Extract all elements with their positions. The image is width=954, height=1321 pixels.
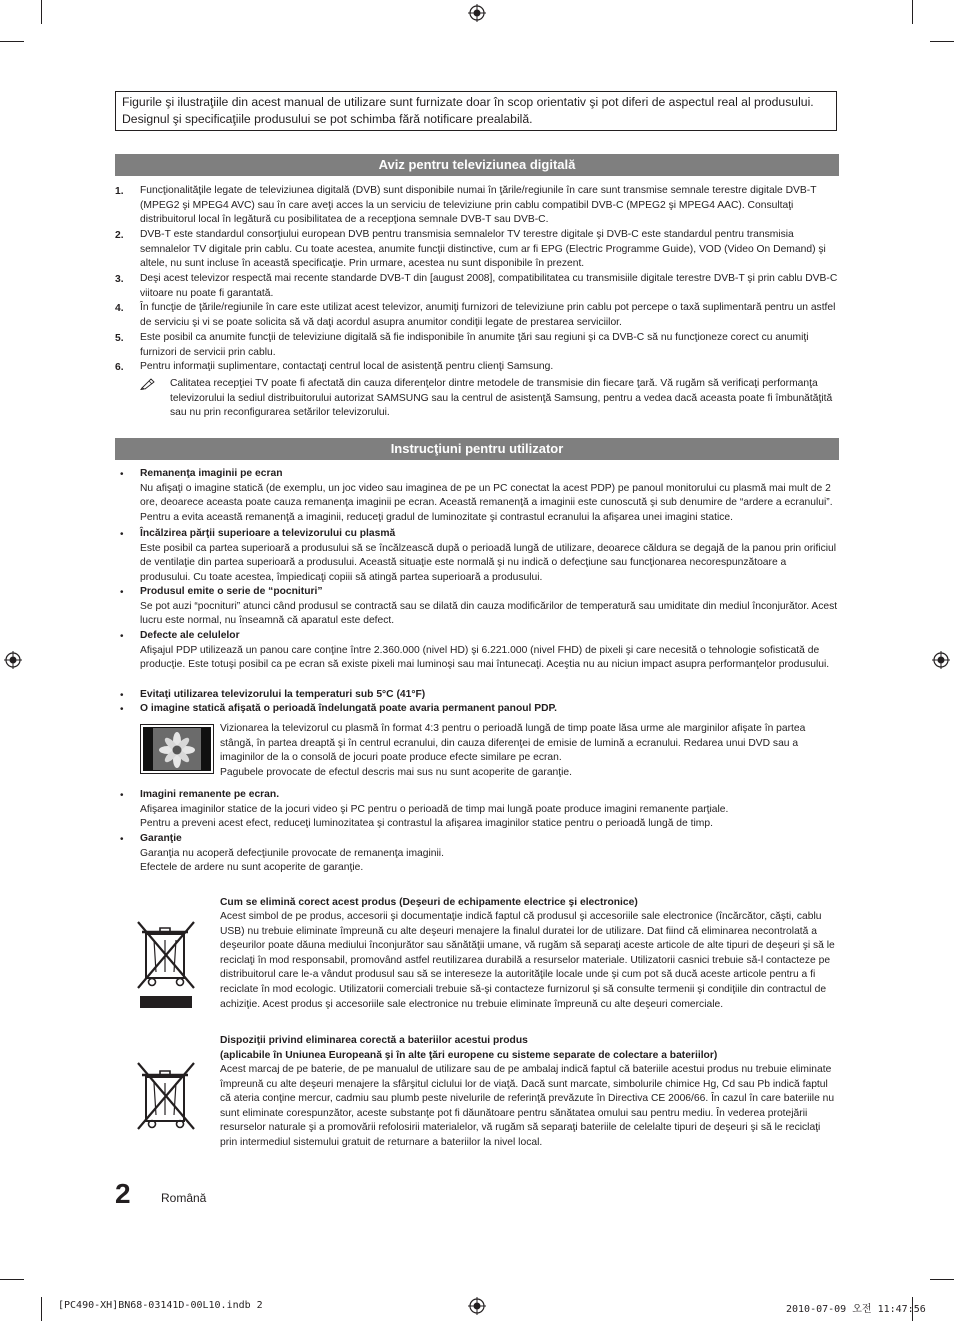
tv-4-3-image [140,724,214,774]
list-item: Garanţie Garanţia nu acoperă defecţiunile provocate de remanenţa imaginii. Efectele de ardere nu sunt acoperite de garanţie. [140,833,444,874]
crop-mark [912,0,913,24]
image-caption: Pagubele provocate de efectul descris mai sus nu sunt acoperite de garanţie. [220,767,573,778]
image-caption: Vizionarea la televizorul cu plasmă în format 4:3 pentru o perioadă lungă de timp poate lăsa urme ale marginilor afişate în partea stângă, în partea dreaptă şi în centrul ecranului, din cauza diferenţei de emisie de lumină a ecranului. Redarea unui DVD sau a imaginilor de la o consolă de jocuri poate produce efecte similare pe ecran. [220,723,806,764]
list-number: 2. [115,230,124,241]
weee-heading: Cum se elimină corect acest produs (Deşeuri de echipamente electrice şi electronice) [220,897,638,908]
section-title-digital-tv: Aviz pentru televiziunea digitală [115,154,839,176]
list-number: 1. [115,186,124,197]
list-number: 6. [115,362,124,373]
battery-heading: Dispoziţii privind eliminarea corectă a bateriilor acestui produs [220,1035,528,1046]
note-pencil-icon [140,377,156,390]
list-item: DVB-T este standardul consorţiului european DVB pentru transmisia semnalelor TV terestre digitale şi DVB-C este standardul pentru transmisia semnalelor TV digitale prin cablu. Cu toate acestea, anumite funcţii distinctive, cum ar fi EPG (Electric Programme Guide), VOD (Video On Demand) şi altele, nu sunt incluse în această specificaţie. Prin urmare, acestea nu sunt disponibile în prezent. [140,229,826,270]
list-number: 5. [115,333,124,344]
bullet: • [120,529,124,540]
list-item: Pentru informaţii suplimentare, contactaţi centrul local de asistenţă pentru clienţi Samsung. [140,361,554,372]
page-language: Română [161,1191,207,1205]
bullet: • [120,790,124,801]
list-item: Remanenţa imaginii pe ecran Nu afişaţi o imagine statică (de exemplu, un joc video sau imaginea de pe un PC conectat la acest PDP) pe panoul monitorului cu plasmă mai mult de 2 ore, deoarece aceasta poate cauza remanenţa imaginii pe ecran. Această remanenţă a imaginii este cunoscută şi sub denumire de “ardere a ecranului”. Pentru a evita această remanenţă a imaginii, reduceţi gradul de luminozitate şi contrastul ecranului la afişarea unei imagini statice. [140,468,833,523]
note-text: Calitatea recepţiei TV poate fi afectată din cauza diferenţelor dintre metodele de transmisie din fiecare ţară. Vă rugăm să verificaţi performanţa televizorului la sediul distribuitorului autorizat SAMSUNG sau la centrul de asistenţă Samsung, pentru a vedea dacă aceasta poate fi îmbunătăţită sau nu prin reconfigurarea setărilor televizorului. [170,378,833,419]
list-item: Defecte ale celulelor Afişajul PDP utilizează un panou care conţine între 2.360.000 (nivel HD) şi 6.221.000 (nivel FHD) de pixeli şi care necesită o tehnologie sofisticată de producţie. Este totuşi posibil ca pe ecran să existe pixeli mai luminoşi sau mai întunecaţi. Aceştia nu au niciun impact asupra performanţelor produsului. [140,630,830,671]
registration-mark-icon [468,1297,486,1315]
crop-mark [41,1297,42,1321]
crossed-bin-icon [134,912,198,1012]
registration-mark-icon [4,651,22,669]
list-number: 4. [115,303,124,314]
disclaimer-box [115,91,837,131]
registration-mark-icon [468,4,486,22]
list-item: Produsul emite o serie de “pocnituri” Se pot auzi “pocnituri” atunci când produsul se contractă sau se dilată din cauza modificărilor de temperatură sau umiditate din mediul înconjurător. Acest lucru este normal, nu înseamnă că aparatul este defect. [140,586,838,627]
footer-datetime: 2010-07-09 오전 11:47:56 [786,1304,926,1315]
bullet: • [120,587,124,598]
list-item: O imagine statică afişată o perioadă îndelungată poate avaria permanent panoul PDP. [140,703,557,714]
crop-mark [930,1279,954,1280]
page-number: 2 [115,1178,131,1209]
bullet: • [120,834,124,845]
list-item: Deşi acest televizor respectă mai recente standarde DVB-T din [august 2008], compatibilitatea cu transmisiile digitale terestre DVB-T şi prin cablu DVB-C viitoare nu poate fi garantată. [140,273,838,299]
list-item: Este posibil ca anumite funcţii de televiziune digitală să fie indisponibile în anumite ţări sau regiuni şi ca DVB-C să nu funcţioneze corect cu anumiţi furnizori de servicii prin cablu. [140,332,809,358]
bullet: • [120,631,124,642]
bullet: • [120,469,124,480]
disclaimer-text: Figurile şi ilustraţiile din acest manual de utilizare sunt furnizate doar în scop orientativ şi pot diferi de aspectul real al produsului. Designul şi specificaţiile produsului se pot schimba fără notificare prealabilă. [122,95,814,126]
footer-file-info: [PC490-XH]BN68-03141D-00L10.indb 2 [58,1300,263,1311]
list-number: 3. [115,274,124,285]
battery-heading-2: (aplicabile în Uniunea Europeană şi în alte ţări europene cu sisteme separate de colectare a bateriilor) [220,1050,718,1061]
registration-mark-icon [932,651,950,669]
crop-mark [0,41,24,42]
bullet: • [120,690,124,701]
list-item: Imagini remanente pe ecran. Afişarea imaginilor statice de la jocuri video şi PC pentru o perioadă de timp mai lungă poate produce imagini remanente parţiale. Pentru a preveni acest efect, reduceţi luminozitatea şi contrastul la afişarea imaginilor statice pentru o perioadă lungă de timp. [140,789,729,830]
crop-mark [41,0,42,24]
section-title-user-instructions: Instrucţiuni pentru utilizator [115,438,839,460]
crop-mark [930,41,954,42]
crossed-bin-battery-icon [134,1057,198,1131]
battery-text: Acest marcaj de pe baterie, de pe manualul de utilizare sau de pe ambalaj indică faptul că bateriile acestui produs nu trebuie eliminate împreună cu alte deşeuri menajere la sfârşitul ciclului lor de viaţă. Dacă sunt marcate, simbolurile chimice Hg, Cd sau Pb indică faptul că ateria conţine mercur, cadmiu sau plumb peste nivelurile de referinţă prevăzute în Directiva CE 2006/66. În cazul în care bateriile nu sunt eliminate corespunzător, aceste substanţe pot fi dăunătoare pentru sănătatea omului sau pentru mediu. În vederea protejării resurselor naturale şi a promovării refolosirii materialelor, vă rugăm să separaţi bateriile de celelalte tipuri de deşeuri şi să le reciclaţi prin intermediul sistemului gratuit de returnare a bateriilor la nivel local. [220,1064,835,1148]
crop-mark [0,1279,24,1280]
weee-text: Acest simbol de pe produs, accesorii şi documentaţie indică faptul că produsul şi accesoriile sale electronice (încărcător, căşti, cablu USB) nu trebuie eliminate împreună cu alte deşeuri menajere la finalul duratei lor de utilizare. Dat fiind că eliminarea necontrolată a deşeurilor poate dăuna mediului înconjurător sau sănătăţii umane, vă rugăm să separaţi aceste articole de alte tipuri de deşeuri şi să le reciclaţi în mod responsabil, promovând astfel reutilizarea durabilă a resurselor materiale. Utilizatorii casnici trebuie să-l contacteze pe distribuitorul care le-a vândut produsul sau să se intereseze la autorităţile locale unde şi cum pot să ducă aceste articole pentru a fi reciclate în mod ecologic. Utilizatorii comerciali trebuie să-şi contacteze furnizorul şi să consulte termenii şi condiţiile din contractul de achiziţie. Acest produs şi accesoriile sale electronice nu trebuie eliminate împreună cu alte deşeuri comerciale. [220,911,835,1010]
list-item: Evitaţi utilizarea televizorului la temperaturi sub 5°C (41°F) [140,689,426,700]
bullet: • [120,704,124,715]
list-item: În funcţie de ţările/regiunile în care este utilizat acest televizor, anumiţi furnizori de televiziune prin cablu pot percepe o taxă suplimentară pentru un astfel de serviciu şi vi se poate solicita să vă daţi acordul asupra anumitor condiţii legate de prestarea serviciilor. [140,302,836,328]
list-item: Funcţionalităţile legate de televiziunea digitală (DVB) sunt disponibile numai în ţările/regiunile în care sunt transmise semnale terestre digitale DVB-T (MPEG2 şi MPEG4 AVC) sau în care aveţi acces la un serviciu de televiziune prin cablu compatibil DVB-C (MPEG2 şi MPEG4 AAC). Consultaţi distribuitorul local în legătură cu posibilitatea de a recepţiona semnale DVB-T sau DVB-C. [140,185,817,226]
list-item: Încălzirea părţii superioare a televizorului cu plasmă Este posibil ca partea superioară a produsului să se încălzească după o perioadă lungă de utilizare, deoarece căldura se degajă de la panou prin orificiul de ventilaţie din partea superioară a produsului. Această situaţie este normală şi nu indică o defecţiune sau funcţionarea necorespunzătoare a produsului. Cu toate acestea, împiedicaţi copiii să atingă partea superioară a produsului. [140,528,837,583]
